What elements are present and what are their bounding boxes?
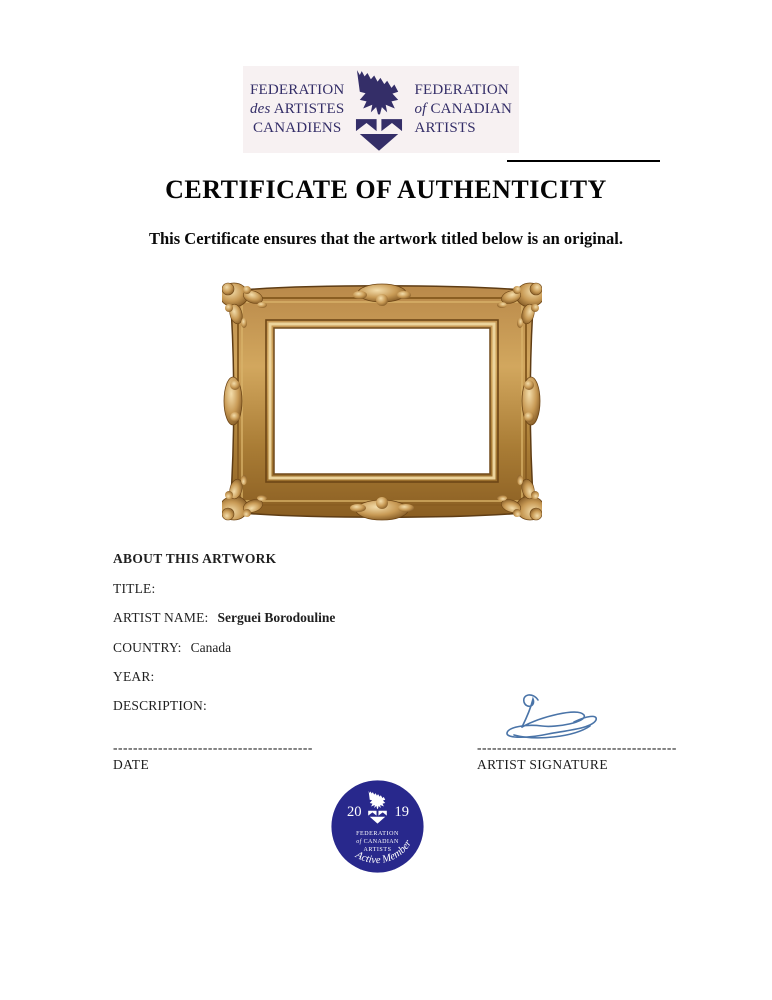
logo-line: ARTISTS: [414, 120, 476, 136]
signature-line: ----------------------------------------: [477, 740, 677, 755]
field-title: TITLE:: [113, 581, 156, 596]
badge-member-text: Active Member: [353, 837, 415, 867]
badge-year-left: 20: [346, 803, 362, 820]
signature-label: ARTIST SIGNATURE: [477, 757, 608, 772]
logo-line: FEDERATION: [414, 82, 509, 98]
certificate-subtitle: This Certificate ensures that the artwork titled below is an original.: [148, 229, 624, 248]
date-line: ----------------------------------------: [113, 740, 313, 755]
badge-year-right: 19: [394, 803, 410, 820]
frame-right-medallion: [522, 377, 540, 425]
field-year: YEAR:: [113, 669, 155, 684]
logo-line: CANADIENS: [252, 120, 342, 136]
badge-org-line2: of CANADIAN: [356, 838, 399, 845]
badge-org-line1: FEDERATION: [356, 831, 399, 838]
frame-left-medallion: [224, 377, 242, 425]
certificate-title: CERTIFICATE OF AUTHENTICITY: [165, 175, 607, 204]
artist-signature-ink: [498, 691, 608, 741]
logo-line: FEDERATION: [249, 82, 345, 98]
maple-leaf-icon: [355, 69, 403, 151]
field-artist-name: ARTIST NAME: Serguei Borodouline: [113, 610, 336, 625]
fca-logo-header: [243, 66, 519, 153]
active-member-badge: [329, 778, 426, 875]
badge-org-line3: ARTISTS: [363, 846, 392, 853]
logo-line: des ARTISTES: [249, 101, 345, 117]
header-rule-line: [507, 160, 660, 162]
field-country: COUNTRY: Canada: [113, 640, 232, 655]
logo-text-french: [250, 81, 345, 138]
logo-line: of CANADIAN: [414, 101, 513, 117]
logo-text-english: [414, 81, 512, 138]
artwork-frame-image: [222, 281, 542, 522]
about-heading: ABOUT THIS ARTWORK: [113, 551, 277, 566]
date-label: DATE: [113, 757, 150, 772]
field-description: DESCRIPTION:: [113, 698, 207, 713]
